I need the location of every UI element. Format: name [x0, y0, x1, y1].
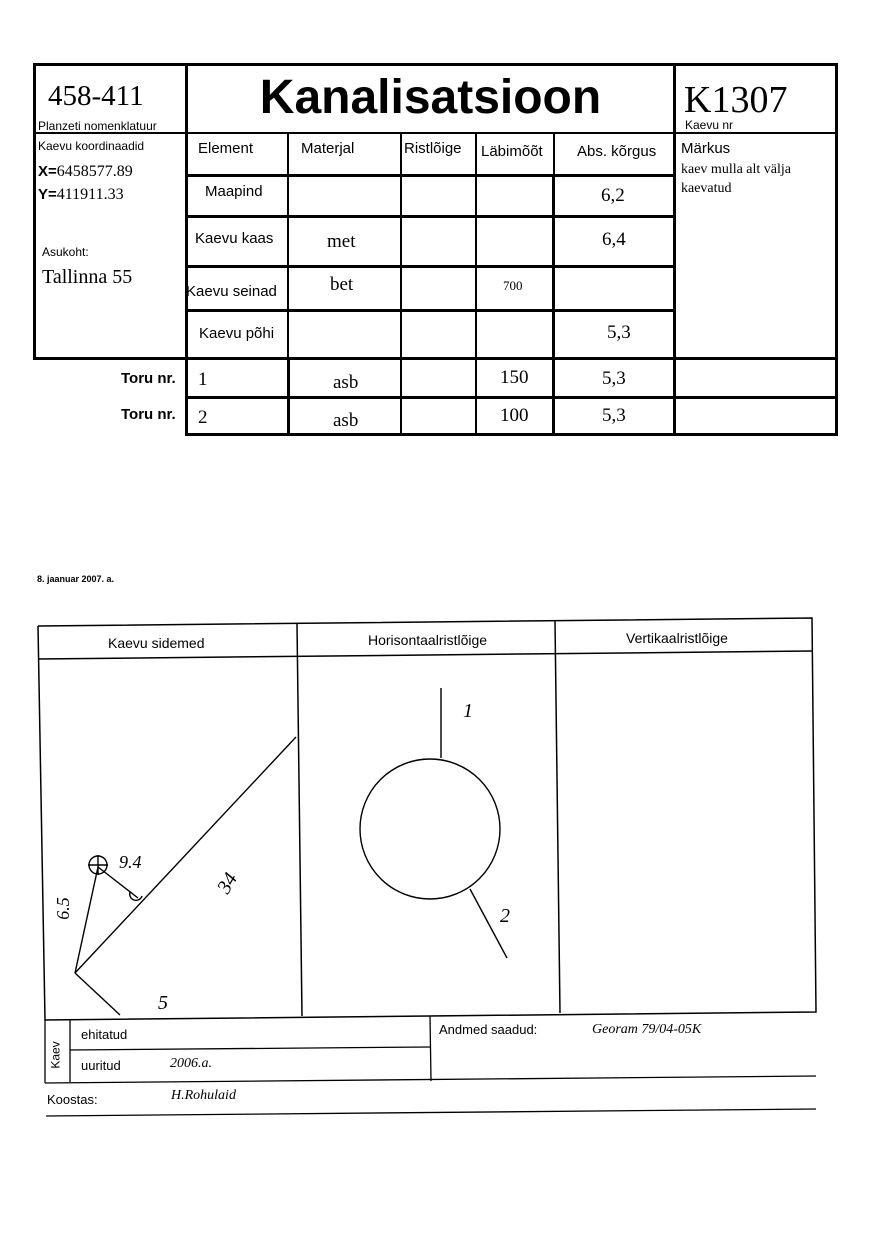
- dist-d-annotation: 5: [158, 992, 168, 1014]
- coordinates-label: Kaevu koordinaadid: [38, 139, 145, 153]
- x-label: X=: [38, 163, 57, 180]
- surveyed-value: 2006.a.: [170, 1056, 212, 1071]
- pipe-elevation: 5,3: [602, 368, 626, 389]
- col-header-diameter: Läbimõõt: [481, 143, 543, 160]
- col-header-cross-section: Ristlõige: [404, 140, 462, 157]
- y-value: 411911.33: [56, 186, 124, 203]
- pipe-2-annotation: 2: [500, 905, 510, 927]
- document-date: 8. jaanuar 2007. a.: [37, 574, 115, 584]
- col-header-elevation: Abs. kõrgus: [577, 143, 657, 160]
- row-diameter: 700: [503, 278, 523, 293]
- pipe-diameter: 150: [500, 367, 529, 388]
- well-number-label: Kaevu nr: [685, 118, 734, 132]
- nomenclature-value: 458-411: [48, 80, 144, 112]
- notes-value: kaev mulla alt välja kaevatud: [681, 162, 792, 196]
- pipe-label: Toru nr.: [121, 406, 176, 423]
- nomenclature-label: Planzeti nomenklatuur: [38, 119, 157, 133]
- compiled-value: H.Rohulaid: [171, 1088, 236, 1103]
- dist-a-annotation: 6.5: [52, 897, 73, 920]
- dist-c-annotation: 34: [213, 869, 243, 898]
- x-value: 6458577.89: [56, 163, 133, 180]
- location-value: Tallinna 55: [42, 266, 133, 288]
- page-title: Kanalisatsioon: [259, 71, 602, 124]
- pipe-label: Toru nr.: [121, 370, 176, 387]
- row-material: met: [327, 231, 356, 252]
- y-label: Y=: [38, 186, 57, 203]
- row-elevation: 5,3: [607, 322, 631, 343]
- pipe-diameter: 100: [500, 405, 529, 426]
- row-elevation: 6,2: [601, 185, 625, 206]
- pipe-number: 2: [198, 407, 208, 428]
- pipe-material: asb: [333, 372, 359, 393]
- dist-b-annotation: 9.4: [119, 852, 142, 872]
- row-element: Kaevu seinad: [186, 283, 277, 300]
- built-label: ehitatud: [81, 1027, 128, 1042]
- panel-title-vertical-section: Vertikaalristlõige: [626, 630, 728, 646]
- pipe-material: asb: [333, 410, 359, 431]
- panel-title-horizontal-section: Horisontaalristlõige: [368, 632, 488, 648]
- well-side-label: Kaev: [48, 1041, 63, 1069]
- data-source-label: Andmed saadud:: [439, 1022, 538, 1037]
- location-label: Asukoht:: [42, 245, 89, 259]
- row-element: Kaevu põhi: [199, 325, 275, 342]
- row-element: Maapind: [205, 183, 263, 200]
- compiled-label: Koostas:: [47, 1092, 98, 1107]
- notes-label: Märkus: [681, 140, 731, 157]
- pipe-number: 1: [198, 369, 208, 390]
- data-source-value: Georam 79/04-05K: [592, 1022, 702, 1037]
- panel-title-well-links: Kaevu sidemed: [108, 635, 205, 651]
- pipe-1-annotation: 1: [463, 700, 473, 722]
- row-elevation: 6,4: [602, 229, 626, 250]
- well-number-value: K1307: [684, 79, 788, 121]
- col-header-material: Materjal: [301, 140, 355, 157]
- pipe-elevation: 5,3: [602, 405, 626, 426]
- row-material: bet: [330, 274, 354, 295]
- surveyed-label: uuritud: [81, 1058, 121, 1073]
- row-element: Kaevu kaas: [195, 230, 274, 247]
- col-header-element: Element: [198, 140, 254, 157]
